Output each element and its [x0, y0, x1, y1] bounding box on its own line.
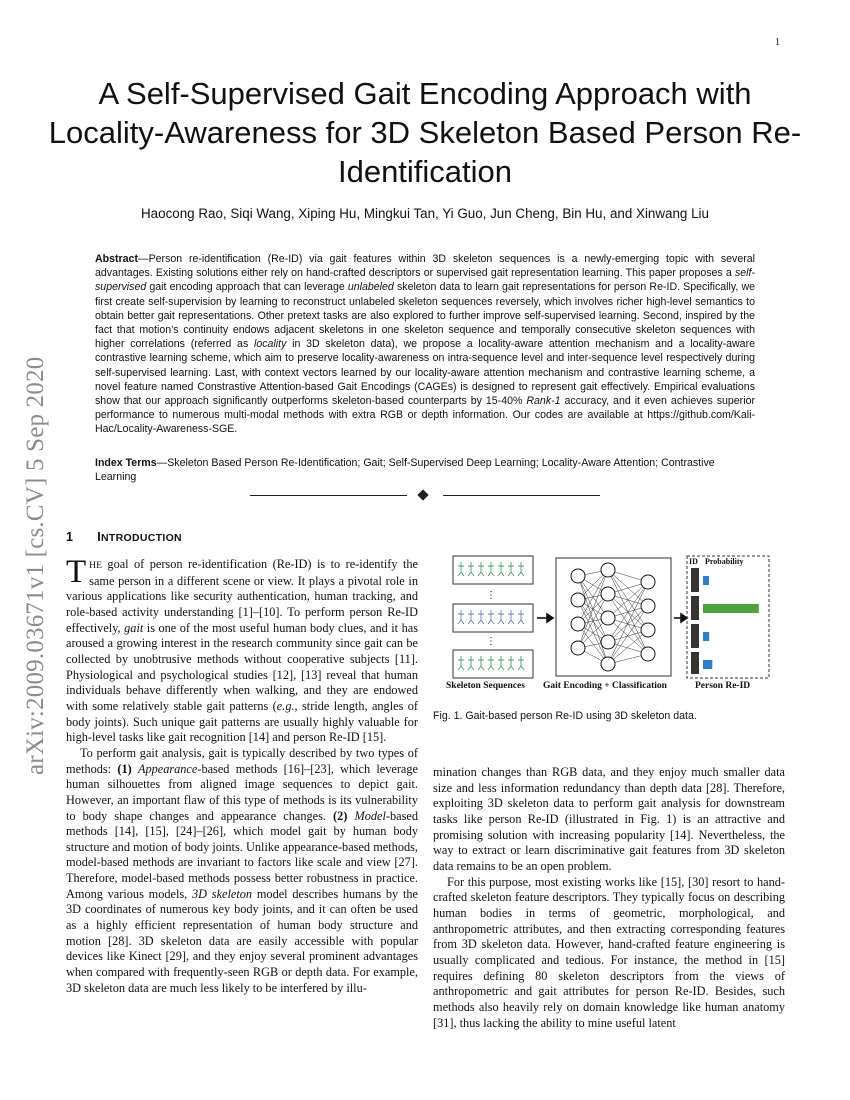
author-list: Haocong Rao, Siqi Wang, Xiping Hu, Mingkui Tan, Yi Guo, Jun Cheng, Bin Hu, and Xinwang Liu	[141, 206, 709, 221]
label-person-reid: Person Re-ID	[695, 681, 751, 691]
section-heading: 1 INTRODUCTION	[66, 530, 182, 544]
intro-paragraph-2: To perform gait analysis, gait is typically described by two types of methods: (1) Appearance-based methods [16]–[23], which leverage human silhouettes from aligned image sequences to depict gait. However, an important flaw of this type of methods is its vulnerability to body shape changes and appearance changes. (2) Model-based methods [14], [15], [24]–[26], which model gait by human body structure and motion of body joints. Unlike appearance-based methods, model-based methods are invariant to factors like scale and view [27]. Therefore, model-based methods possess better robustness in practice. Among various models, 3D skeleton model describes humans by the 3D coordinates of numerous key body joints, and it can often be used as a highly efficient representation of human body structure and motion [28]. 3D skeleton data are easily accessible with popular devices like Kinect [29], and they enjoy several prominent advantages when compared with frequently-seen RGB or depth data. For example, 3D skeleton data are much less likely to be interfered by illu-	[66, 745, 418, 995]
left-column	[66, 554, 418, 996]
person-thumbnails	[691, 568, 699, 674]
figure-diagram	[433, 554, 785, 694]
id-label: ID	[689, 557, 698, 566]
svg-text:⋮: ⋮	[486, 636, 496, 647]
arrow-right-icon	[537, 614, 553, 622]
arxiv-stamp: arXiv:2009.03671v1 [cs.CV] 5 Sep 2020	[22, 356, 49, 775]
divider-diamond-icon	[417, 489, 428, 500]
index-terms-label: Index Terms	[95, 457, 157, 469]
paper-title: A Self-Supervised Gait Encoding Approach with Locality-Awareness for 3D Skeleton Based Person Re-Identification	[48, 76, 802, 189]
neural-network-box	[556, 558, 671, 676]
arrow-right-icon	[674, 614, 687, 622]
skeleton-sequence-box-1	[453, 556, 533, 584]
section-divider	[250, 489, 600, 503]
page-number: 1	[775, 37, 780, 48]
intro-paragraph-1: THE goal of person re-identification (Re-ID) is to re-identify the same person in a different scene or view. It plays a pivotal role in various applications like security authentication, human tracking, and role-based activity understanding [1]–[10]. To perform person Re-ID effectively, gait is one of the most useful human body clues, and it has aroused a growing interest in the research community since gait can be collected by unobtrusive methods without cooperative subjects [11]. Physiological and psychological studies [12], [13] reveal that human individuals behave differently when walking, and they are endowed with some relatively stable gait patterns (e.g., stride length, angles of body joints). Such unique gait patterns are usually highly valuable for high-level tasks like gait recognition [14] and person Re-ID [15].	[66, 554, 418, 745]
label-gait-encoding: Gait Encoding + Classification	[543, 681, 667, 691]
probability-bar	[703, 660, 712, 669]
skeleton-sequence-box-3	[453, 650, 533, 678]
right-column	[433, 765, 785, 1031]
svg-text:⋮: ⋮	[486, 590, 496, 601]
figure-caption: Fig. 1. Gait-based person Re-ID using 3D skeleton data.	[433, 710, 697, 722]
probability-bar	[703, 576, 709, 585]
intro-paragraph-4: For this purpose, most existing works like [15], [30] resort to hand-crafted skeleton feature descriptors. They typically focus on describing human bodies in terms of geometric, morphological, and anthropometric attributes, and then extracting corresponding features from 3D skeleton data. However, hand-crafted feature engineering is usually complicated and tedious. For instance, the method in [15] requires defining 80 skeleton descriptors from the views of anthropometric and gait attributes for person Re-ID. Besides, such methods also heavily rely on domain knowledge like human anatomy [31], thus lacking the ability to mine useful latent	[433, 874, 785, 1030]
probability-label: Probability	[705, 557, 744, 566]
skeleton-sequence-box-2	[453, 604, 533, 632]
intro-paragraph-3: mination changes than RGB data, and they enjoy much smaller data size and less information redundancy than depth data [28]. Therefore, exploiting 3D skeleton data to perform gait analysis for downstream tasks like person Re-ID (illustrated in Fig. 1) is an attractive and promising solution with increasing popularity [14]. Nevertheless, the way to extract or learn discriminative gait features from 3D skeleton data remains to be an open problem.	[433, 765, 785, 873]
index-terms: Index Terms—Skeleton Based Person Re-Identification; Gait; Self-Supervised Deep Learning; Locality-Aware Attention; Contrastive Learning	[95, 457, 715, 484]
abstract: Abstract—Person re-identification (Re-ID) via gait features within 3D skeleton sequences is a newly-emerging topic with several advantages. Existing solutions either rely on hand-crafted descriptors or supervised gait representation learning. This paper proposes a self-supervised gait encoding approach that can leverage unlabeled skeleton data to learn gait representations for person Re-ID. Specifically, we first create self-supervision by learning to reconstruct unlabeled skeleton sequences reversely, which involves richer high-level semantics to obtain better gait representations. Other pretext tasks are also explored to further improve self-supervised learning. Second, inspired by the fact that motion’s continuity endows adjacent skeletons in one skeleton sequence and temporally consecutive skeleton sequences with higher correlations (referred as locality in 3D skeleton data), we propose a locality-aware attention mechanism and a locality-aware contrastive learning scheme, which aim to preserve locality-awareness on intra-sequence level and inter-sequence level respectively during self-supervised learning. Last, with context vectors learned by our locality-aware attention mechanism and contrastive learning scheme, a novel feature named Constrastive Attention-based Gait Encodings (CAGEs) is designed to represent gait effectively. Empirical evaluations show that our approach significantly outperforms skeleton-based counterparts by 15-40% Rank-1 accuracy, and it even achieves superior performance to numerous multi-modal methods with extra RGB or depth information. Our codes are available at https://github.com/Kali-Hac/Locality-Awareness-SGE.	[95, 253, 756, 436]
figure-1	[433, 554, 785, 694]
reid-output-box	[687, 556, 769, 678]
probability-bar	[703, 604, 759, 613]
label-skeleton-sequences: Skeleton Sequences	[446, 681, 525, 691]
probability-bars	[703, 576, 759, 669]
probability-bar	[703, 632, 709, 641]
abstract-label: Abstract	[95, 253, 138, 265]
drop-cap: T	[66, 554, 87, 590]
